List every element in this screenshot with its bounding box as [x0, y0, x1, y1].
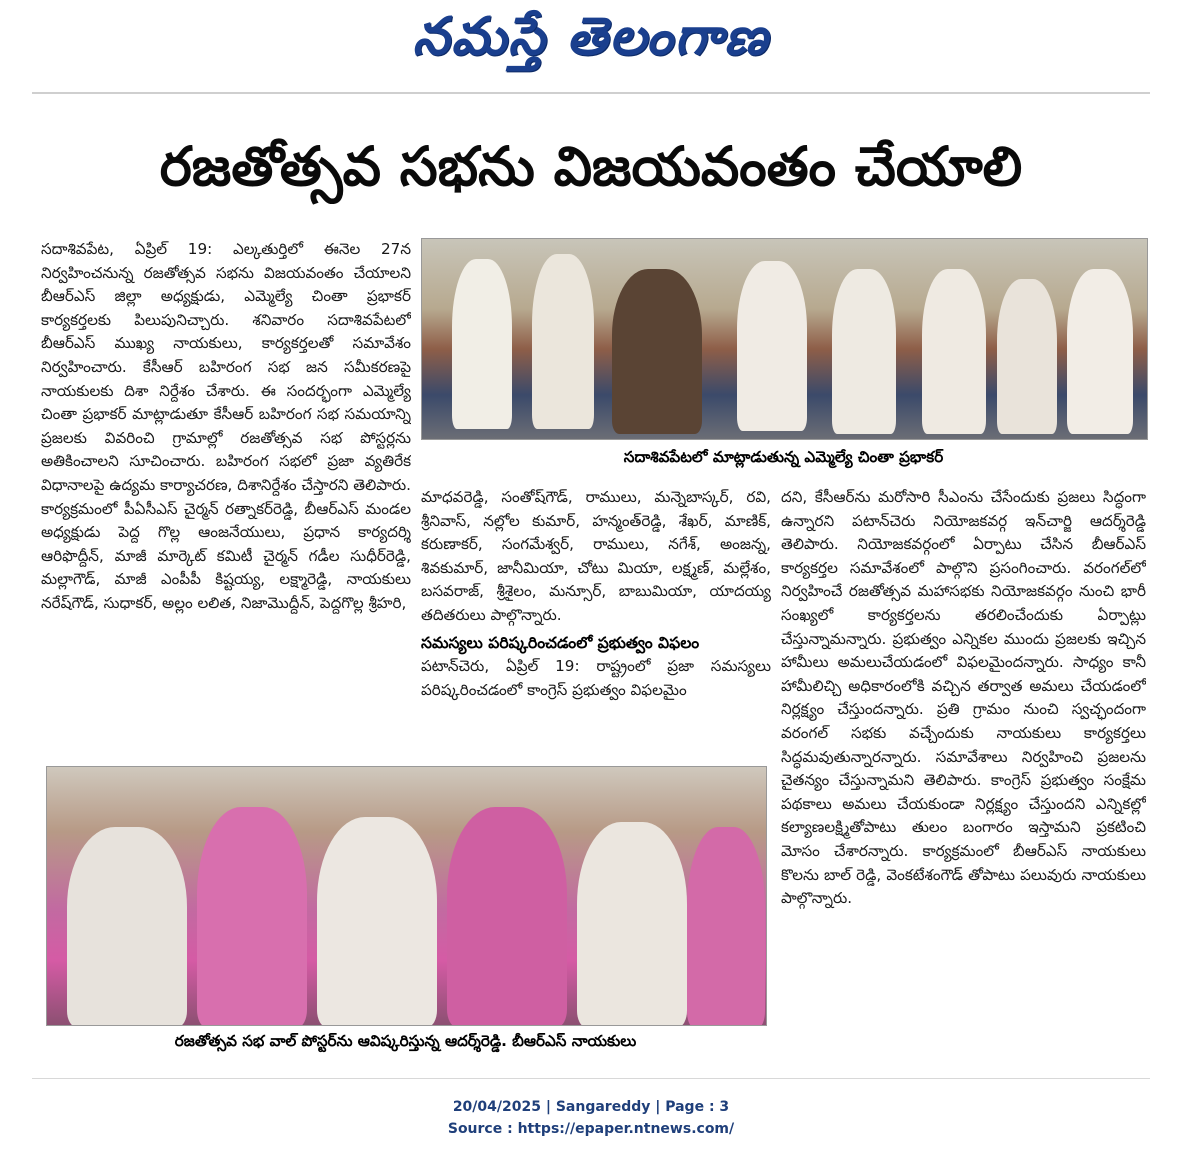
masthead-divider — [32, 92, 1150, 94]
newspaper-logo: నమస్తే తెలంగాణ — [412, 6, 770, 67]
article-subheading: సమస్యలు పరిష్కరించడంలో ప్రభుత్వం విఫలం — [421, 633, 700, 652]
article-column-1: సదాశివపేట, ఏప్రిల్ 19: ఎల్కతుర్తిలో ఈనెల 27న నిర్వహించనున్న రజతోత్సవ సభను విజయవంతం చేయాలని బీఆర్ఎస్ జిల్లా అధ్యక్షుడు, ఎమ్మెల్యే చింతా ప్రభాకర్ కార్యకర్తలకు పిలుపునిచ్చారు. శనివారం సదాశివపేటలో బీఆర్ఎస్ ముఖ్య నాయకులు, కార్యకర్తలతో సమావేశం నిర్వహించారు. కేసీఆర్ బహిరంగ సభ జన సమీకరణపై నాయకులకు దిశా నిర్దేశం చేశారు. ఈ సందర్భంగా ఎమ్మెల్యే చింతా ప్రభాకర్ మాట్లాడుతూ కేసీఆర్ బహిరంగ సభ సమయాన్ని ప్రజలకు వివరించి గ్రామాల్లో రజతోత్సవ సభ పోస్టర్లను అతికించాలని సూచించారు. బహిరంగ సభలో ప్రజా వ్యతిరేక విధానాలపై ఉద్యమ కార్యాచరణ, దిశానిర్దేశం చేస్తారని తెలిపారు. కార్యక్రమంలో పీఏసీఎస్ చైర్మన్ రత్నాకర్‌రెడ్డి, బీఆర్ఎస్ మండల అధ్యక్షుడు పెద్ద గొల్ల ఆంజనేయులు, ప్రధాన కార్యదర్శి ఆరిఫొద్దీన్, మాజీ మార్కెట్ కమిటీ చైర్మన్ గడీల సుధీర్‌రెడ్డి, మల్లాగౌడ్, మాజీ ఎంపీపీ కిష్టయ్య, లక్ష్మారెడ్డి, నాయకులు నరేష్‌గౌడ్, సుధాకర్, అల్లం లలిత, నిజామొద్దీన్, పెద్దగొల్ల శ్రీహరి, — [41, 240, 411, 612]
masthead — [0, 0, 1182, 86]
person-figure — [922, 269, 986, 434]
article-headline: రజతోత్సవ సభను విజయవంతం చేయాలి — [159, 135, 1023, 198]
crowd-figure — [447, 807, 567, 1026]
crowd-figure — [577, 822, 687, 1026]
crowd-figure — [687, 827, 765, 1026]
poster-launch-photo — [46, 766, 767, 1026]
meeting-photo — [421, 238, 1148, 440]
person-figure — [612, 269, 702, 434]
article-column-2 — [421, 486, 771, 754]
article-column-3: దని, కేసీఆర్‌ను మరోసారి సీఎంను చేసేందుకు ప్రజలు సిద్ధంగా ఉన్నారని పటాన్‌చెరు నియోజకవర్గ ఇన్‌చార్జి ఆదర్శ్‌రెడ్డి తెలిపారు. నియోజకవర్గంలో ఏర్పాటు చేసిన బీఆర్ఎస్ కార్యకర్తల సమావేశంలో పాల్గొని ప్రసంగించారు. వరంగల్‌లో నిర్వహించే రజతోత్సవ మహాసభకు నియోజకవర్గం నుంచి భారీ సంఖ్యలో కార్యకర్తలను తరలించేందుకు ఏర్పాట్లు చేస్తున్నామన్నారు. ప్రభుత్వం ఎన్నికల ముందు ప్రజలకు ఇచ్చిన హామీలు అమలుచేయడంలో విఫలమైందన్నారు. సాధ్యం కానీ హామీలిచ్చి అధికారంలోకి వచ్చిన తర్వాత అమలు చేయడంలో నిర్లక్ష్యం చేస్తుందన్నారు. ప్రతి గ్రామం నుంచి స్వచ్ఛందంగా వరంగల్ సభకు వచ్చేందుకు నాయకులు కార్యకర్తలు సిద్ధమవుతున్నారన్నారు. సమావేశాలు నిర్వహించి ప్రజలను చైతన్యం చేస్తున్నామని తెలిపారు. కాంగ్రెస్ ప్రభుత్వం సంక్షేమ పథకాలు అమలు చేయకుండా నిర్లక్ష్యం చేస్తుందని ఎన్నికల్లో కల్యాణలక్ష్మితోపాటు తులం బంగారం ఇస్తామని ప్రకటించి మోసం చేశారన్నారు. కార్యక్రమంలో బీఆర్ఎస్ నాయకులు కొలను బాల్ రెడ్డి, వెంకటేశంగౌడ్ తోపాటు పలువురు నాయకులు పాల్గొన్నారు. — [781, 488, 1146, 908]
photo-caption-1: సదాశివపేటలో మాట్లాడుతున్న ఎమ్మెల్యే చింతా ప్రభాకర్ — [623, 448, 944, 466]
person-figure — [737, 261, 807, 431]
footer — [0, 1096, 1182, 1140]
person-figure — [532, 254, 594, 429]
footer-divider — [32, 1078, 1150, 1079]
crowd-figure — [197, 807, 307, 1026]
person-figure — [452, 259, 512, 429]
column-2-tail-text: పటాన్‌చెరు, ఏప్రిల్ 19: రాష్ట్రంలో ప్రజా సమస్యలు పరిష్కరించడంలో కాంగ్రెస్ ప్రభుత్వం విఫలమైం — [421, 657, 771, 699]
photo-caption-2: రజతోత్సవ సభ వాల్ పోస్టర్‌ను ఆవిష్కరిస్తున్న ఆదర్శ్‌రెడ్డి. బీఆర్ఎస్ నాయకులు — [174, 1032, 637, 1050]
person-figure — [832, 269, 896, 434]
crowd-figure — [67, 827, 187, 1026]
crowd-figure — [317, 817, 437, 1026]
footer-source-link[interactable]: Source : https://epaper.ntnews.com/ — [447, 1121, 735, 1137]
person-figure — [997, 279, 1057, 434]
footer-date-edition: 20/04/2025 | Sangareddy | Page : 3 — [452, 1099, 730, 1115]
person-figure — [1067, 269, 1133, 434]
column-2-text: మాధవరెడ్డి, సంతోష్‌గౌడ్, రాములు, మన్నెబాస్కర్, రవి, శ్రీనివాస్, నల్లోల కుమార్, హన్మంత్‌రెడ్డి, శేఖర్, మాణిక్, కరుణాకర్, సంగమేశ్వర్, రాములు, నగేశ్, అంజన్న, శివకుమార్, జానీమియా, చోటు మియా, లక్ష్మణ్, మల్లేశం, బసవరాజ్, శ్రీశైలం, మన్సూర్, బాబుమియా, యాదయ్య తదితరులు పాల్గొన్నారు. — [421, 488, 771, 624]
